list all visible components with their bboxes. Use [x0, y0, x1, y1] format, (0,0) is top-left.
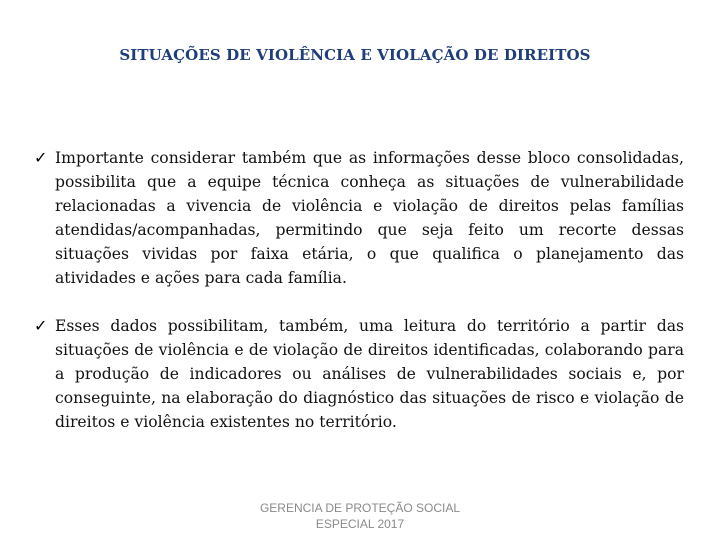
bullet-text: Esses dados possibilitam, também, uma leitura do território a partir das situações de violência e de violação de direitos identificadas, colaborando para a produção de indicadores ou análises de vulnerabilidades sociais e, por conseguinte, na elaboração do diagnóstico das situações de risco e violação de direitos e violência existentes no território. — [55, 317, 684, 431]
footer-line-1: GERENCIA DE PROTEÇÃO SOCIAL — [259, 501, 461, 515]
bullet-item — [34, 146, 684, 290]
bullet-item — [34, 314, 684, 434]
checkmark-icon: ✓ — [34, 316, 48, 335]
bullet-text: Importante considerar também que as informações desse bloco consolidadas, possibilita que a equipe técnica conheça as situações de vulnerabilidade relacionadas a vivencia de violência e violação de direitos pelas famílias atendidas/acompanhadas, permitindo que seja feito um recorte dessas situações vividas por faixa etária, o que qualifica o planejamento das atividades e ações para cada família. — [55, 149, 684, 287]
footer-line-2: ESPECIAL 2017 — [315, 517, 405, 531]
slide-footer — [220, 500, 500, 532]
checkmark-icon: ✓ — [34, 148, 48, 167]
slide-title: SITUAÇÕES DE VIOLÊNCIA E VIOLAÇÃO DE DIREITOS — [119, 46, 591, 64]
